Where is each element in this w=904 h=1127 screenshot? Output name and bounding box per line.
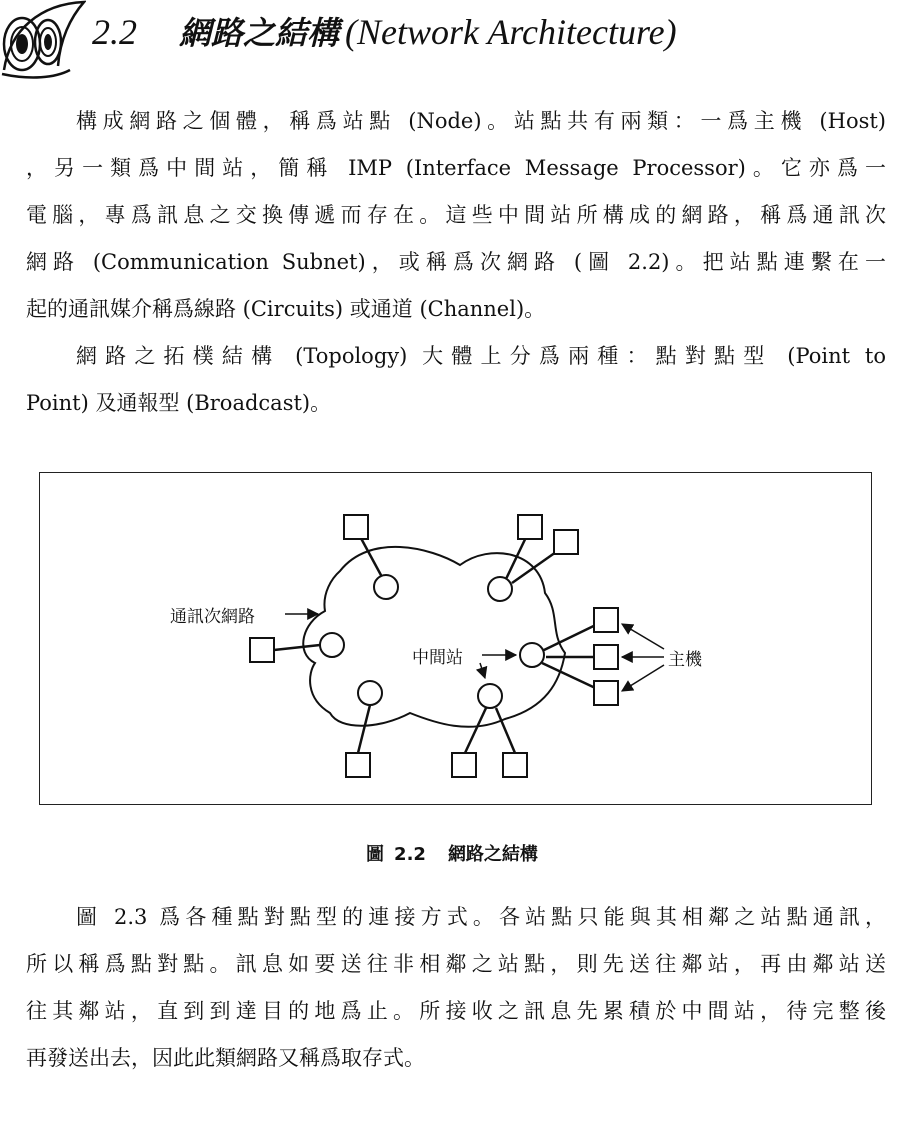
network-diagram-svg (40, 473, 873, 806)
paragraph-line: 構成網路之個體，稱爲站點 (Node)。站點共有兩類：一爲主機 (Host) (76, 109, 886, 133)
host-node (594, 645, 618, 669)
paragraph-line: ，另一類爲中間站，簡稱 IMP (Interface Message Processor)。它亦爲一 (26, 156, 886, 180)
paragraph-line: 網路之拓樸結構 (Topology) 大體上分爲兩種：點對點型 (Point to (76, 344, 886, 368)
section-title-en: (Network Architecture) (345, 12, 677, 52)
host-node (344, 515, 368, 539)
paragraph-line: 電腦，專爲訊息之交換傳遞而存在。這些中間站所構成的網路，稱爲通訊次 (26, 203, 886, 227)
label-communication-subnet: 通訊次網路 (170, 607, 255, 627)
paragraph-line: 網路 (Communication Subnet)，或稱爲次網路 (圖 2.2)。把站點連繫在一 (26, 250, 886, 274)
paragraph-line: 往其鄰站，直到到達目的地爲止。所接收之訊息先累積於中間站，待完整後 (26, 999, 886, 1023)
imp-node (520, 643, 544, 667)
host-node (250, 638, 274, 662)
section-number: 2.2 (92, 12, 137, 52)
host-node (452, 753, 476, 777)
section-title-zh: 網路之結構 (179, 14, 340, 52)
paragraph-line: 起的通訊媒介稱爲線路 (Circuits) 或通道 (Channel)。 (26, 297, 546, 321)
imp-node (488, 577, 512, 601)
imp-node (478, 684, 502, 708)
section-heading (92, 8, 677, 57)
host-node (503, 753, 527, 777)
host-node (518, 515, 542, 539)
imp-node (358, 681, 382, 705)
caption-number: 2.2 (394, 844, 426, 865)
host-node (594, 608, 618, 632)
imp-node (374, 575, 398, 599)
paragraph-3 (26, 894, 886, 1082)
imp-node (320, 633, 344, 657)
eyes-logo-icon (0, 0, 86, 82)
paragraph-line: 所以稱爲點對點。訊息如要送往非相鄰之站點，則先送往鄰站，再由鄰站送 (26, 952, 886, 976)
paragraph-line: 再發送出去，因此此類網路又稱爲取存式。 (26, 1046, 425, 1070)
paragraph-1 (26, 98, 886, 333)
paragraph-2 (26, 333, 886, 427)
caption-prefix: 圖 (366, 844, 385, 865)
host-node (594, 681, 618, 705)
paragraph-line: 圖 2.3 爲各種點對點型的連接方式。各站點只能與其相鄰之站點通訊， (76, 905, 886, 929)
host-node (346, 753, 370, 777)
paragraph-line: Point) 及通報型 (Broadcast)。 (26, 391, 332, 415)
label-imp: 中間站 (412, 648, 463, 668)
network-diagram (39, 472, 872, 805)
host-node (554, 530, 578, 554)
caption-title: 網路之結構 (447, 844, 538, 865)
label-host: 主機 (668, 650, 702, 670)
figure-caption (0, 840, 904, 866)
